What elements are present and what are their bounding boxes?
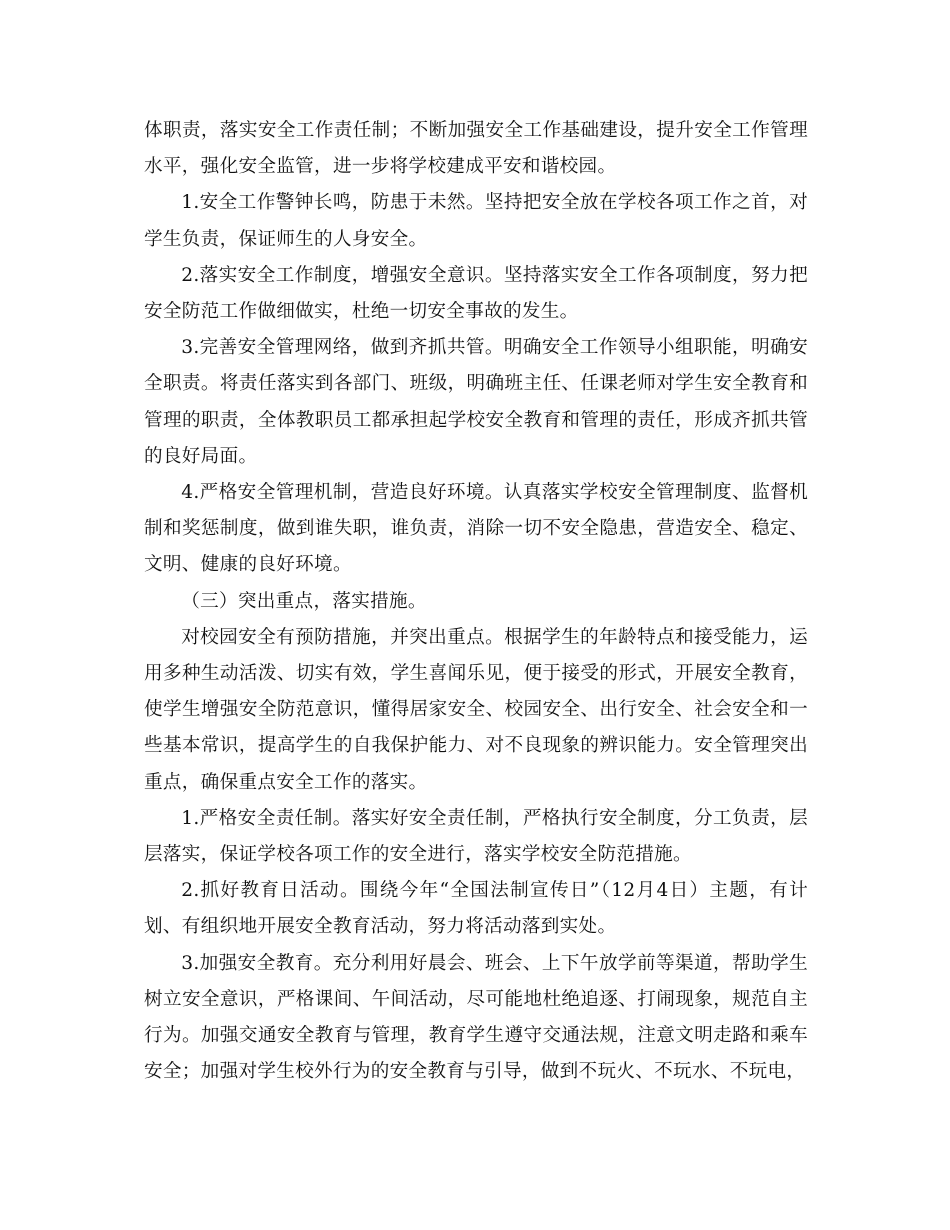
paragraph-item-1: 1.安全工作警钟长鸣，防患于未然。坚持把安全放在学校各项工作之首，对学生负责，保证师生的人身安全。 <box>144 192 808 250</box>
paragraph-measure-2: 2.抓好教育日活动。围绕今年“全国法制宣传日”（12月4日）主题，有计划、有组织地开展安全教育活动，努力将活动落到实处。 <box>144 880 808 938</box>
paragraph-measure-3: 3.加强安全教育。充分利用好晨会、班会、上下午放学前等渠道，帮助学生树立安全意识，严格课间、午间活动，尽可能地杜绝追逐、打闹现象，规范自主行为。加强交通安全教育与管理，教育学生遵守交通法规，注意文明走路和乘车安全；加强对学生校外行为的安全教育与引导，做到不玩火、不玩水、不玩电， <box>144 952 808 1083</box>
paragraph-item-4: 4.严格安全管理机制，营造良好环境。认真落实学校安全管理制度、监督机制和奖惩制度，做到谁失职，谁负责，消除一切不安全隐患，营造安全、稳定、文明、健康的良好环境。 <box>144 482 808 576</box>
paragraph-measure-1: 1.严格安全责任制。落实好安全责任制，严格执行安全制度，分工负责，层层落实，保证学校各项工作的安全进行，落实学校安全防范措施。 <box>144 807 808 866</box>
paragraph-continuation: 体职责，落实安全工作责任制；不断加强安全工作基础建设，提升安全工作管理水平，强化安全监管，进一步将学校建成平安和谐校园。 <box>144 120 808 178</box>
paragraph-item-2: 2.落实安全工作制度，增强安全意识。坚持落实安全工作各项制度，努力把安全防范工作做细做实，杜绝一切安全事故的发生。 <box>144 264 808 323</box>
paragraph-item-3: 3.完善安全管理网络，做到齐抓共管。明确安全工作领导小组职能，明确安全职责。将责任落实到各部门、班级，明确班主任、任课老师对学生安全教育和管理的职责，全体教职员工都承担起学校安全教育和管理的责任，形成齐抓共管的良好局面。 <box>144 337 808 467</box>
document-body <box>144 113 808 1090</box>
paragraph-section-intro: 对校园安全有预防措施，并突出重点。根据学生的年龄特点和接受能力，运用多种生动活泼、切实有效，学生喜闻乐见，便于接受的形式，开展安全教育，使学生增强安全防范意识，懂得居家安全、校园安全、出行安全、社会安全和一些基本常识，提高学生的自我保护能力、对不良现象的辨识能力。安全管理突出重点，确保重点安全工作的落实。 <box>144 626 808 793</box>
section-heading: （三）突出重点，落实措施。 <box>181 590 427 612</box>
